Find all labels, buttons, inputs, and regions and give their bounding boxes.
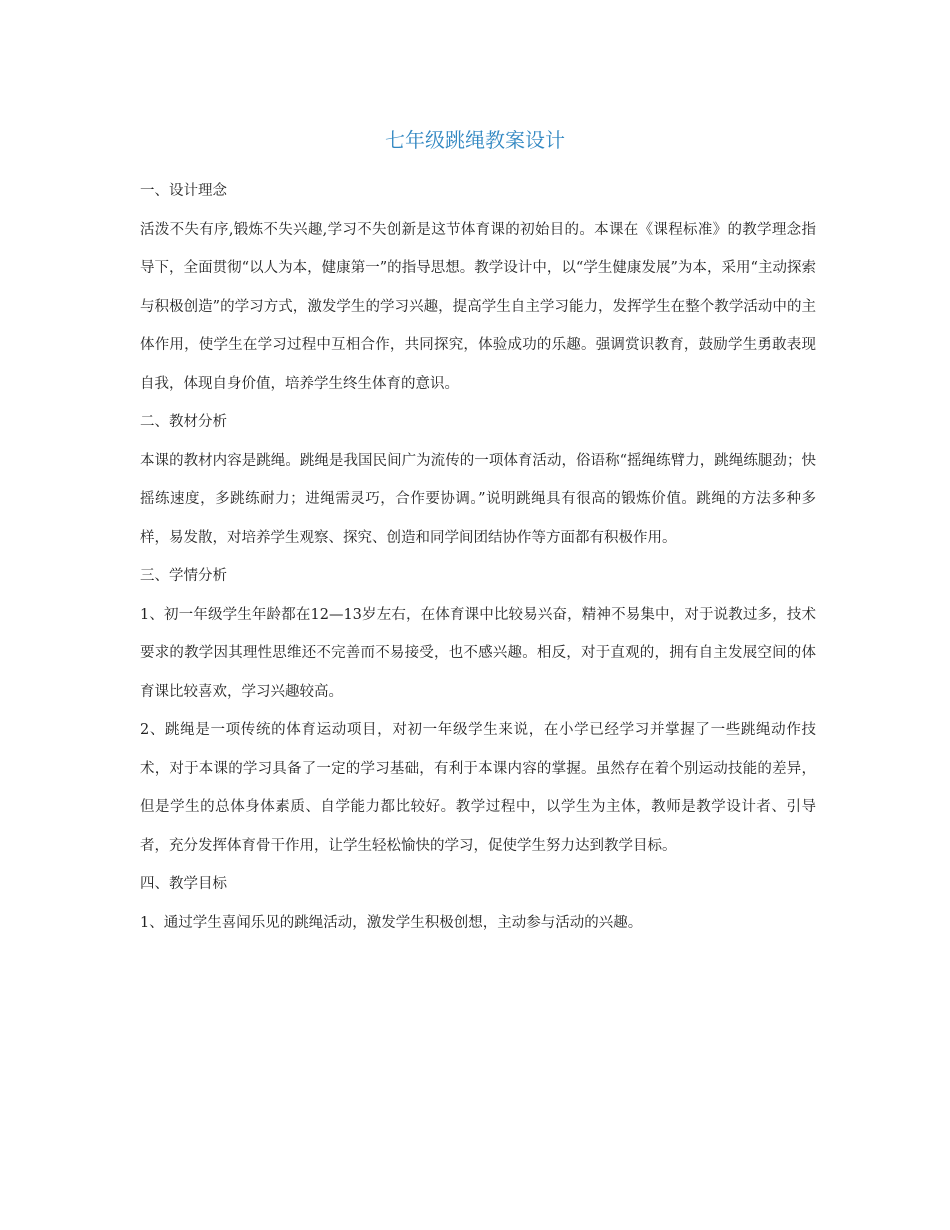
section-heading: 三、学情分析 — [140, 568, 227, 584]
section-design-concept — [140, 172, 816, 403]
paragraph: 活泼不失有序,锻炼不失兴趣,学习不失创新是这节体育课的初始目的。本课在《课程标准》的教学理念指导下，全面贯彻“以人为本，健康第一”的指导思想。教学设计中，以“学生健康发展”为本，采用“主动探索与积极创造”的学习方式，激发学生的学习兴趣，提高学生自主学习能力，发挥学生在整个教学活动中的主体作用，使学生在学习过程中互相合作，共同探究，体验成功的乐趣。强调赏识教育，鼓励学生勇敢表现自我，体现自身价值，培养学生终生体育的意识。 — [140, 221, 816, 392]
paragraph: 本课的教材内容是跳绳。跳绳是我国民间广为流传的一项体育活动，俗语称“摇绳练臂力，跳绳练腿劲；快摇练速度，多跳练耐力；进绳需灵巧，合作要协调。”说明跳绳具有很高的锻炼价值。跳绳的方法多种多样，易发散，对培养学生观察、探究、创造和同学间团结协作等方面都有积极作用。 — [140, 452, 816, 546]
paragraph: 1、通过学生喜闻乐见的跳绳活动，激发学生积极创想，主动参与活动的兴趣。 — [140, 914, 643, 931]
section-heading: 四、教学目标 — [140, 876, 227, 892]
section-heading: 一、设计理念 — [140, 183, 227, 199]
section-heading: 二、教材分析 — [140, 414, 227, 430]
paragraph: 1、初一年级学生年龄都在12—13岁左右，在体育课中比较易兴奋，精神不易集中，对于说教过多，技术要求的教学因其理性思维还不完善而不易接受，也不感兴趣。相反，对于直观的，拥有自主发展空间的体育课比较喜欢，学习兴趣较高。 — [140, 606, 816, 700]
document-title: 七年级跳绳教案设计 — [385, 128, 565, 152]
section-teaching-goals — [140, 865, 816, 942]
paragraph: 2、跳绳是一项传统的体育运动项目，对初一年级学生来说，在小学已经学习并掌握了一些跳绳动作技术，对于本课的学习具备了一定的学习基础，有利于本课内容的掌握。虽然存在着个别运动技能的差异，但是学生的总体身体素质、自学能力都比较好。教学过程中，以学生为主体，教师是教学设计者、引导者，充分发挥体育骨干作用，让学生轻松愉快的学习，促使学生努力达到教学目标。 — [140, 722, 816, 854]
document-body — [140, 172, 816, 942]
section-student-analysis — [140, 557, 816, 865]
section-material-analysis — [140, 403, 816, 557]
